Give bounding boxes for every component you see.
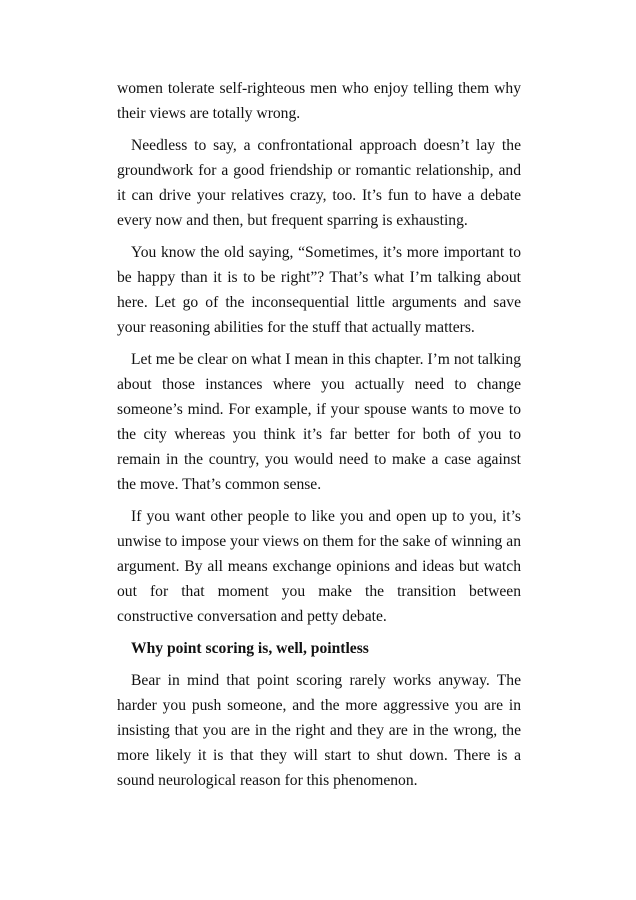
paragraph-continued: women tolerate self-righteous men who enjoy telling them why their views are totally wrong. (117, 80, 521, 122)
paragraph: Needless to say, a confrontational approach doesn’t lay the groundwork for a good friendship or romantic relationship, and it can drive your relatives crazy, too. It’s fun to have a debate every now and then, but frequent sparring is exhausting. (117, 137, 521, 229)
section-heading: Why point scoring is, well, pointless (131, 640, 369, 657)
body-text (117, 76, 521, 800)
paragraph: You know the old saying, “Sometimes, it’s more important to be happy than it is to be right”? That’s what I’m talking about here. Let go of the inconsequential little arguments and save your reasoning abilities for the stuff that actually matters. (117, 244, 521, 336)
paragraph: Bear in mind that point scoring rarely works anyway. The harder you push someone, and the more aggressive you are in insisting that you are in the right and they are in the wrong, the more likely it is that they will start to shut down. There is a sound neurological reason for this phenomenon. (117, 672, 521, 789)
paragraph: Let me be clear on what I mean in this chapter. I’m not talking about those instances where you actually need to change someone’s mind. For example, if your spouse wants to move to the city whereas you think it’s far better for both of you to remain in the country, you would need to make a case against the move. That’s common sense. (117, 351, 521, 493)
paragraph: If you want other people to like you and open up to you, it’s unwise to impose your views on them for the sake of winning an argument. By all means exchange opinions and ideas but watch out for that moment you make the transition between constructive conversation and petty debate. (117, 508, 521, 625)
